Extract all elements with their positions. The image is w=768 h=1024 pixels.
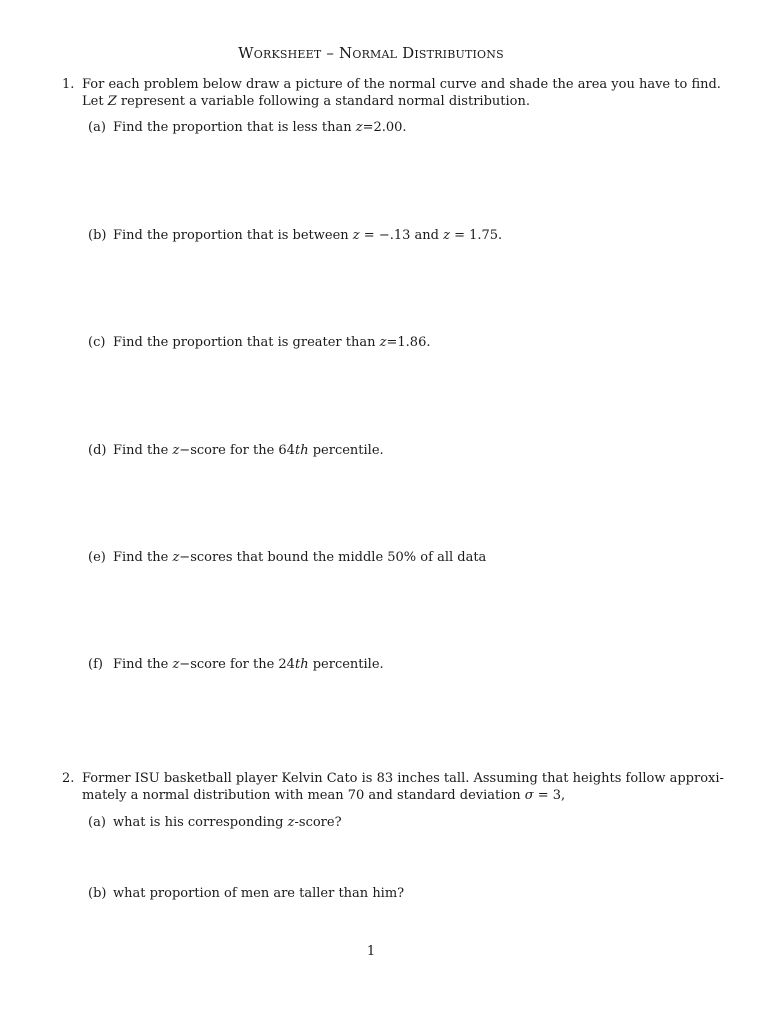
math-symbol: z <box>352 228 360 243</box>
problem-1-part-f <box>88 657 384 672</box>
math-symbol: Z <box>107 94 117 109</box>
text-run: represent a variable following a standard normal distribution. <box>116 94 530 109</box>
text-run: Find the proportion that is greater than <box>113 335 380 350</box>
text-run: −score for the 24 <box>179 657 295 672</box>
math-symbol: th <box>294 443 309 458</box>
part-text <box>113 228 502 243</box>
text-run: Find the <box>113 657 173 672</box>
math-symbol: z <box>379 335 387 350</box>
problem-2-part-b <box>88 886 404 901</box>
math-symbol: z <box>172 550 180 565</box>
text-run: percentile. <box>308 657 384 672</box>
part-text <box>113 815 342 830</box>
math-symbol: σ <box>524 788 534 803</box>
page-number: 1 <box>366 944 376 959</box>
part-text <box>113 657 384 672</box>
text-run: Find the proportion that is less than <box>113 120 356 135</box>
text-run: what proportion of men are taller than him? <box>113 886 405 901</box>
part-label: (a) <box>88 120 106 135</box>
math-symbol: z <box>287 815 295 830</box>
part-label: (f) <box>88 657 103 672</box>
text-run: −score for the 64 <box>179 443 295 458</box>
text-run: Find the <box>113 443 173 458</box>
text-run: Find the <box>113 550 173 565</box>
math-symbol: z <box>355 120 363 135</box>
text-run: -score? <box>294 815 342 830</box>
problem-2-line-2 <box>82 788 565 803</box>
problem-1-part-a <box>88 120 407 135</box>
part-label: (b) <box>88 886 107 901</box>
math-symbol: th <box>294 657 309 672</box>
problem-1-part-c <box>88 335 430 350</box>
part-label: (c) <box>88 335 106 350</box>
text-run: Find the proportion that is between <box>113 228 353 243</box>
problem-1-number: 1. <box>62 77 75 92</box>
math-symbol: z <box>172 657 180 672</box>
problem-1-part-d <box>88 443 384 458</box>
text-run: =2.00. <box>362 120 407 135</box>
page-title: Worksheet – Normal Distributions <box>238 44 504 62</box>
problem-1-line-1 <box>82 77 721 92</box>
text-run: = 3, <box>533 788 566 803</box>
problem-2-part-a <box>88 815 342 830</box>
math-symbol: z <box>443 228 450 243</box>
text-run: Former ISU basketball player Kelvin Cato is 83 inches tall. Assuming that heights follow approxi- <box>82 771 724 786</box>
math-symbol: z <box>172 443 180 458</box>
problem-2-number: 2. <box>62 771 75 786</box>
text-run: −scores that bound the middle 50% of all data <box>179 550 487 565</box>
problem-1-part-e <box>88 550 486 565</box>
part-label: (a) <box>88 815 106 830</box>
part-text <box>113 886 404 901</box>
part-text <box>113 550 486 565</box>
text-run: = −.13 and <box>359 228 444 243</box>
problem-2-line-1 <box>82 771 724 786</box>
part-text <box>113 120 407 135</box>
text-run: percentile. <box>308 443 384 458</box>
part-label: (e) <box>88 550 106 565</box>
part-label: (b) <box>88 228 107 243</box>
text-run: what is his corresponding <box>113 815 288 830</box>
text-run: = 1.75. <box>449 228 503 243</box>
text-run: For each problem below draw a picture of the normal curve and shade the area you have to find. <box>82 77 721 92</box>
part-label: (d) <box>88 443 107 458</box>
problem-1-line-2 <box>82 94 530 109</box>
text-run: =1.86. <box>386 335 431 350</box>
part-text <box>113 443 384 458</box>
problem-1-part-b <box>88 228 502 243</box>
text-run: Let <box>82 94 108 109</box>
part-text <box>113 335 430 350</box>
text-run: mately a normal distribution with mean 70 and standard deviation <box>82 788 525 803</box>
